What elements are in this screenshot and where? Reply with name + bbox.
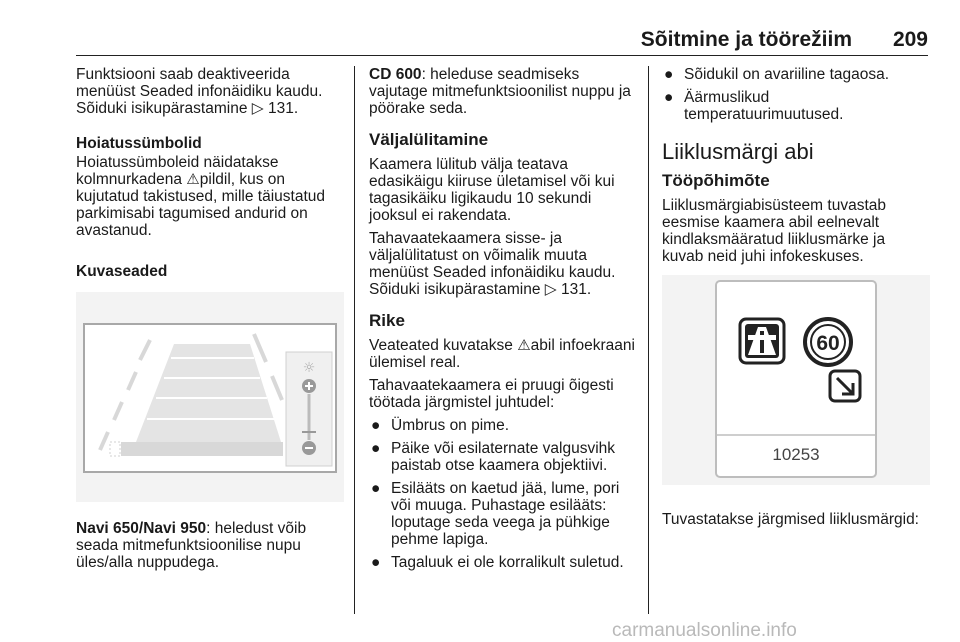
diagonal-arrow-sign-icon xyxy=(830,371,860,401)
speed-limit-value: 60 xyxy=(816,332,840,355)
list-item: ● Ümbrus on pime. xyxy=(371,417,510,434)
list-item: ● Tagaluuk ei ole korralikult suletud. xyxy=(371,554,624,571)
list-item: ● Päike või esilaternate valgusvihk paistab otse kaamera objektiivi. xyxy=(371,440,616,474)
list-item: ● Äärmuslikud temperatuurimuutused. xyxy=(664,89,844,123)
column-3 xyxy=(662,66,930,528)
paragraph: Liiklusmärgiabisüsteem tuvastab eesmise kaamera abil eelnevalt kindlaksmääratud liiklusmärke ja kuvab neid juhi infokeskuses. xyxy=(662,197,886,265)
fault-conditions-list-continued xyxy=(662,66,930,123)
paragraph: Funktsiooni saab deaktiveerida menüüst Seaded infonäidiku kaudu. Sõiduki isikupärastamine ▷ 131. xyxy=(76,66,323,117)
heading-display-settings: Kuvaseaded xyxy=(76,263,168,280)
header-title: Sõitmine ja töörežiim xyxy=(640,28,852,51)
list-item: ● Esilääts on kaetud jää, lume, pori või muuga. Puhastage esilääts: loputage seda veega ja pühkige pehme lapiga. xyxy=(371,480,620,548)
heading-principle: Tööpõhimõte xyxy=(662,171,770,190)
header-rule xyxy=(76,55,928,56)
page-header xyxy=(0,24,960,54)
sign-code: 10253 xyxy=(772,445,820,464)
paragraph: Hoiatussümboleid näidatakse kolmnurkadena ⚠pildil, kus on kujutatud takistused, mille täiustatud parkimisabi tagumised andurid on avastanud. xyxy=(76,154,325,239)
reference-arrow-icon: ▷ xyxy=(251,100,264,117)
motorway-sign-icon xyxy=(740,319,784,363)
heading-traffic-sign-assistant: Liiklusmärgi abi xyxy=(662,139,814,164)
column-1 xyxy=(76,66,344,571)
paragraph: Veateated kuvatakse ⚠abil infoekraani ülemisel real. xyxy=(369,337,635,371)
warning-triangle-icon: ⚠ xyxy=(517,337,531,354)
paragraph: Tahavaatekaamera sisse- ja väljalülitatust on võimalik muuta menüüst Seaded infonäidiku kaudu. Sõiduki isikupärastamine ▷ 131. xyxy=(369,230,616,298)
heading-switching-off: Väljalülitamine xyxy=(369,130,489,149)
traffic-sign-display-illustration xyxy=(662,275,930,485)
svg-text:☼: ☼ xyxy=(302,360,316,376)
paragraph: CD 600: heleduse seadmiseks vajutage mitmefunktsioonilist nuppu ja pöörake seda. xyxy=(369,66,631,117)
speed-limit-sign-icon xyxy=(805,319,851,365)
column-divider-1 xyxy=(354,66,355,614)
heading-warning-symbols: Hoiatussümbolid xyxy=(76,135,202,152)
camera-display-illustration xyxy=(76,292,344,502)
warning-triangle-icon: ⚠ xyxy=(186,171,200,188)
column-divider-2 xyxy=(648,66,649,614)
list-item: ● Sõidukil on avariiline tagaosa. xyxy=(664,66,890,83)
column-2 xyxy=(369,66,641,571)
reference-arrow-icon: ▷ xyxy=(544,281,557,298)
paragraph: Navi 650/Navi 950: heledust võib seada mitmefunktsioonilise nupu üles/alla nuppudega. xyxy=(76,520,307,571)
paragraph: Tahavaatekaamera ei pruugi õigesti töötada järgmistel juhtudel: xyxy=(369,377,614,411)
fault-conditions-list xyxy=(369,417,641,571)
heading-fault: Rike xyxy=(369,311,405,330)
page-number: 209 xyxy=(892,28,928,51)
paragraph: Tuvastatakse järgmised liiklusmärgid: xyxy=(662,511,919,528)
watermark: carmanualsonline.info xyxy=(612,620,797,641)
paragraph: Kaamera lülitub välja teatava edasikäigu kiiruse ületamisel või kui tagasikäiku ligikaudu 10 sekundi jooksul ei rakendata. xyxy=(369,156,615,224)
